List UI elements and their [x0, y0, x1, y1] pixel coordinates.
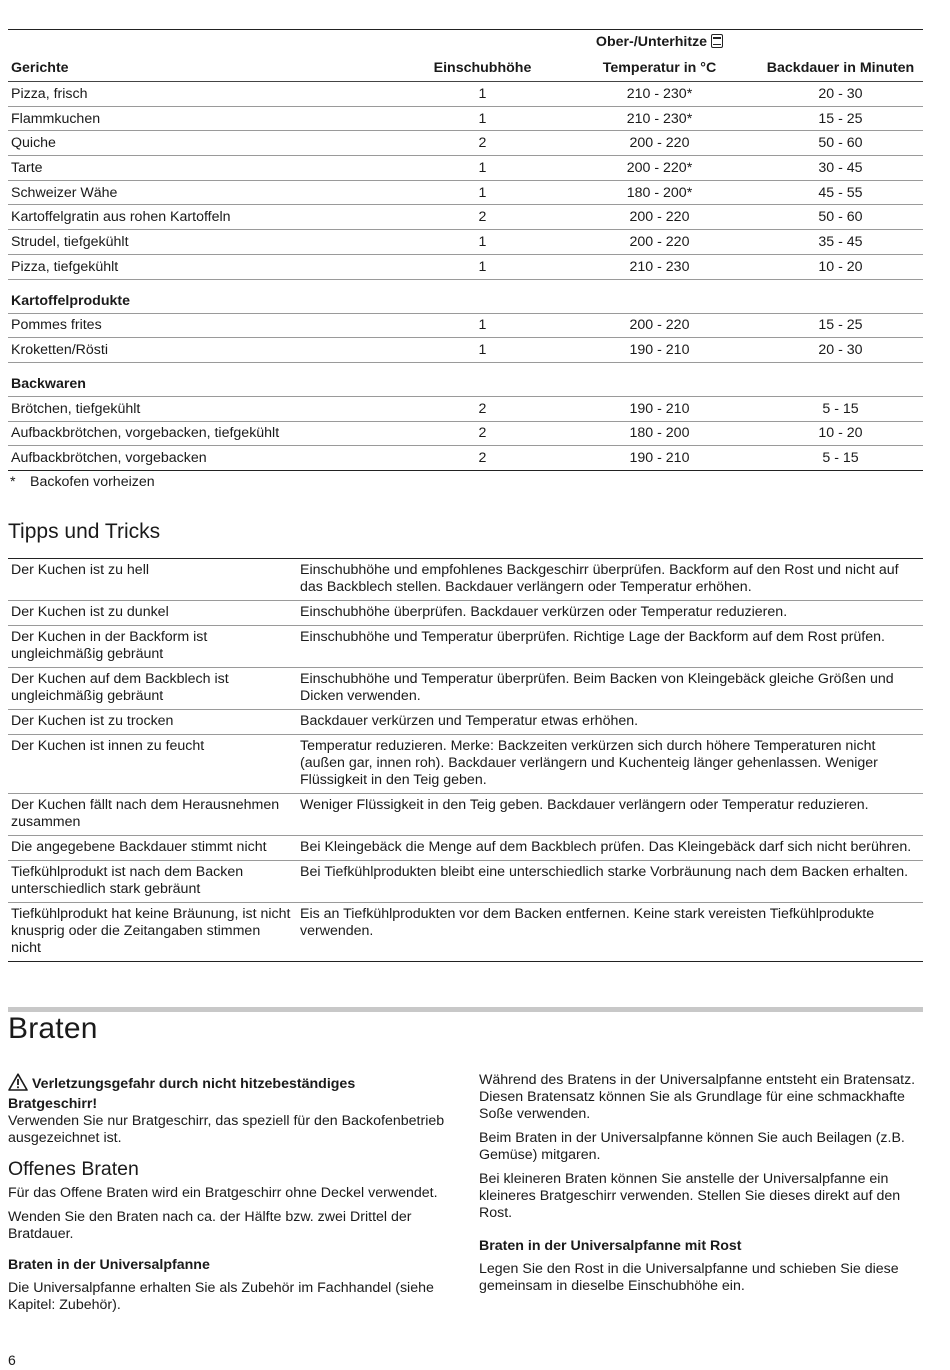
temp-cell: 190 - 210 [561, 338, 758, 363]
time-cell: 50 - 60 [758, 131, 923, 156]
table-row [8, 396, 923, 421]
warning-triangle-icon [8, 1073, 28, 1096]
problem-cell: Der Kuchen fällt nach dem Herausnehmen zusammen [8, 794, 297, 836]
top-bottom-heat-icon [711, 34, 723, 48]
solution-cell: Bei Kleingebäck die Menge auf dem Backblech prüfen. Das Kleingebäck darf sich nicht berühren. [297, 836, 923, 861]
time-cell: 30 - 45 [758, 156, 923, 181]
temp-cell: 210 - 230 [561, 254, 758, 279]
dish-cell: Strudel, tiefgekühlt [8, 230, 404, 255]
problem-cell: Der Kuchen auf dem Backblech ist ungleichmäßig gebräunt [8, 668, 297, 710]
solution-cell: Einschubhöhe und Temperatur überprüfen. Beim Backen von Kleingebäck gleiche Größen und Dicken verwenden. [297, 668, 923, 710]
footnote-mark: * [10, 474, 16, 490]
level-cell: 1 [404, 82, 561, 107]
level-cell: 2 [404, 205, 561, 230]
temp-cell: 200 - 220 [561, 313, 758, 338]
table-row [8, 735, 923, 794]
paragraph: Die Universalpfanne erhalten Sie als Zubehör im Fachhandel (siehe Kapitel: Zubehör). [8, 1280, 434, 1313]
problem-cell: Der Kuchen ist zu dunkel [8, 601, 297, 626]
time-cell: 20 - 30 [758, 82, 923, 107]
paragraph: Während des Bratens in der Universalpfanne entsteht ein Bratensatz. Diesen Bratensatz können Sie als Grundlage für eine schmackhafte Soße verwenden. [479, 1072, 916, 1122]
table-row [8, 131, 923, 156]
baking-table [8, 29, 923, 471]
temp-cell: 210 - 230* [561, 82, 758, 107]
page-number: 6 [8, 1352, 16, 1368]
warning-text: Verwenden Sie nur Bratgeschirr, das speziell für den Backofenbetrieb ausgezeichnet ist. [8, 1113, 445, 1146]
solution-cell: Temperatur reduzieren. Merke: Backzeiten verkürzen sich durch höhere Temperaturen nicht (außen gar, innen roh). Backdauer verlängern und Kuchenteig länger gehenlassen. Weniger Flüssigkeit in den Teig geben. [297, 735, 923, 794]
table-row [8, 446, 923, 471]
level-cell: 1 [404, 230, 561, 255]
time-cell: 10 - 20 [758, 421, 923, 446]
warning-heading [8, 1073, 448, 1113]
table-row [8, 794, 923, 836]
heat-mode-header: Ober-/Unterhitze [561, 30, 758, 55]
solution-cell: Eis an Tiefkühlprodukten vor dem Backen entfernen. Keine stark vereisten Tiefkühlprodukte verwenden. [297, 903, 923, 962]
subheading-universal-pan: Braten in der Universalpfanne [8, 1257, 210, 1273]
dish-cell: Tarte [8, 156, 404, 181]
table-row [8, 338, 923, 363]
paragraph: Bei kleineren Braten können Sie anstelle der Universalpfanne ein kleineres Bratgeschirr verwenden. Stellen Sie dieses direkt auf den Rost. [479, 1171, 901, 1221]
time-cell: 45 - 55 [758, 180, 923, 205]
paragraph: Legen Sie den Rost in die Universalpfanne und schieben Sie diese gemeinsam in dieselbe Einschubhöhe ein. [479, 1261, 899, 1294]
table-row [8, 106, 923, 131]
solution-cell: Einschubhöhe und empfohlenes Backgeschirr überprüfen. Backform auf den Rost und nicht auf das Backblech stellen. Backdauer verlängern oder Temperatur erhöhen. [297, 559, 923, 601]
left-column [8, 1073, 448, 1321]
temp-cell: 190 - 210 [561, 396, 758, 421]
solution-cell: Backdauer verkürzen und Temperatur etwas erhöhen. [297, 710, 923, 735]
dish-cell: Schweizer Wähe [8, 180, 404, 205]
subheading-open-roasting: Offenes Braten [8, 1158, 139, 1180]
section-heading-potato: Kartoffelprodukte [8, 279, 923, 313]
dish-cell: Kroketten/Rösti [8, 338, 404, 363]
chapter-title: Braten [8, 1012, 98, 1045]
table-row [8, 626, 923, 668]
temp-cell: 200 - 220 [561, 205, 758, 230]
problem-cell: Die angegebene Backdauer stimmt nicht [8, 836, 297, 861]
time-cell: 20 - 30 [758, 338, 923, 363]
level-cell: 1 [404, 156, 561, 181]
level-cell: 2 [404, 421, 561, 446]
dish-cell: Aufbackbrötchen, vorgebacken, tiefgekühlt [8, 421, 404, 446]
level-cell: 1 [404, 313, 561, 338]
footnote-text: Backofen vorheizen [30, 474, 155, 490]
col-time: Backdauer in Minuten [758, 55, 923, 82]
problem-cell: Tiefkühlprodukt ist nach dem Backen unterschiedlich stark gebräunt [8, 861, 297, 903]
solution-cell: Weniger Flüssigkeit in den Teig geben. Backdauer verlängern oder Temperatur reduzieren. [297, 794, 923, 836]
table-row [8, 205, 923, 230]
table-row [8, 710, 923, 735]
level-cell: 1 [404, 180, 561, 205]
dish-cell: Aufbackbrötchen, vorgebacken [8, 446, 404, 471]
paragraph: Wenden Sie den Braten nach ca. der Hälfte bzw. zwei Drittel der Bratdauer. [8, 1209, 412, 1242]
table-row [8, 82, 923, 107]
level-cell: 2 [404, 131, 561, 156]
solution-cell: Einschubhöhe überprüfen. Backdauer verkürzen oder Temperatur reduzieren. [297, 601, 923, 626]
table-column-header [8, 55, 923, 82]
dish-cell: Pommes frites [8, 313, 404, 338]
temp-cell: 190 - 210 [561, 446, 758, 471]
table-row [8, 230, 923, 255]
table-row [8, 254, 923, 279]
time-cell: 15 - 25 [758, 313, 923, 338]
section-heading-baked: Backwaren [8, 362, 923, 396]
level-cell: 1 [404, 254, 561, 279]
temp-cell: 180 - 200 [561, 421, 758, 446]
dish-cell: Pizza, tiefgekühlt [8, 254, 404, 279]
dish-cell: Kartoffelgratin aus rohen Kartoffeln [8, 205, 404, 230]
time-cell: 50 - 60 [758, 205, 923, 230]
dish-cell: Quiche [8, 131, 404, 156]
table-row [8, 601, 923, 626]
table-footnote [10, 474, 155, 490]
time-cell: 10 - 20 [758, 254, 923, 279]
level-cell: 2 [404, 446, 561, 471]
col-dish: Gerichte [8, 55, 404, 82]
table-row [8, 156, 923, 181]
solution-cell: Bei Tiefkühlprodukten bleibt eine unterschiedlich starke Vorbräunung nach dem Backen erhalten. [297, 861, 923, 903]
dish-cell: Pizza, frisch [8, 82, 404, 107]
col-level: Einschubhöhe [404, 55, 561, 82]
table-row [8, 668, 923, 710]
problem-cell: Der Kuchen ist zu trocken [8, 710, 297, 735]
subheading-pan-with-rack: Braten in der Universalpfanne mit Rost [479, 1238, 742, 1254]
problem-cell: Der Kuchen ist zu hell [8, 559, 297, 601]
temp-cell: 200 - 220* [561, 156, 758, 181]
dish-cell: Flammkuchen [8, 106, 404, 131]
warning-title: Verletzungsgefahr durch nicht hitzebeständiges Bratgeschirr! [8, 1076, 356, 1112]
temp-cell: 210 - 230* [561, 106, 758, 131]
table-row [8, 861, 923, 903]
right-column [479, 1072, 919, 1302]
time-cell: 15 - 25 [758, 106, 923, 131]
paragraph: Für das Offene Braten wird ein Bratgeschirr ohne Deckel verwendet. [8, 1185, 438, 1201]
time-cell: 5 - 15 [758, 396, 923, 421]
time-cell: 35 - 45 [758, 230, 923, 255]
level-cell: 2 [404, 396, 561, 421]
time-cell: 5 - 15 [758, 446, 923, 471]
table-row [8, 421, 923, 446]
table-row [8, 903, 923, 962]
section-row [8, 362, 923, 396]
chapter-divider [8, 1007, 923, 1012]
solution-cell: Einschubhöhe und Temperatur überprüfen. Richtige Lage der Backform auf dem Rost prüfen. [297, 626, 923, 668]
paragraph: Beim Braten in der Universalpfanne können Sie auch Beilagen (z.B. Gemüse) mitgaren. [479, 1130, 905, 1163]
col-temp: Temperatur in °C [561, 55, 758, 82]
tips-table [8, 558, 923, 962]
table-row [8, 313, 923, 338]
temp-cell: 200 - 220 [561, 131, 758, 156]
tips-heading: Tipps und Tricks [8, 520, 161, 543]
problem-cell: Der Kuchen ist innen zu feucht [8, 735, 297, 794]
table-row [8, 180, 923, 205]
level-cell: 1 [404, 106, 561, 131]
problem-cell: Tiefkühlprodukt hat keine Bräunung, ist nicht knusprig oder die Zeitangaben stimmen nicht [8, 903, 297, 962]
level-cell: 1 [404, 338, 561, 363]
temp-cell: 200 - 220 [561, 230, 758, 255]
table-row [8, 559, 923, 601]
table-group-header [8, 30, 923, 55]
problem-cell: Der Kuchen in der Backform ist ungleichmäßig gebräunt [8, 626, 297, 668]
temp-cell: 180 - 200* [561, 180, 758, 205]
table-row [8, 836, 923, 861]
section-row [8, 279, 923, 313]
dish-cell: Brötchen, tiefgekühlt [8, 396, 404, 421]
